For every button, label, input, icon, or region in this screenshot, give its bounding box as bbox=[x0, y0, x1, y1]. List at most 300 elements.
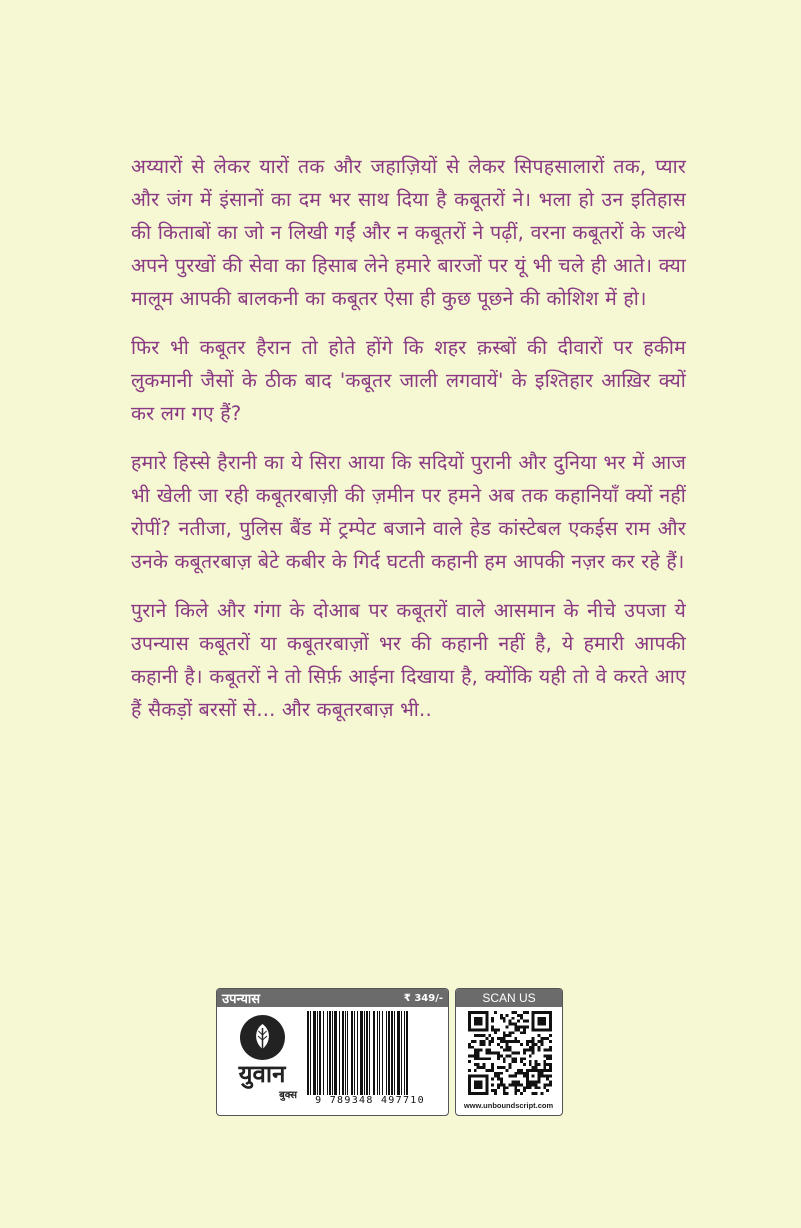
qr-module bbox=[506, 1046, 509, 1049]
qr-module bbox=[511, 1017, 514, 1020]
qr-module bbox=[543, 1069, 546, 1072]
qr-module bbox=[529, 1046, 532, 1049]
qr-module bbox=[497, 1054, 500, 1057]
qr-module bbox=[514, 1075, 517, 1078]
qr-module bbox=[480, 1034, 483, 1037]
blurb-paragraph-2: फिर भी कबूतर हैरान तो होते होंगे कि शहर क़स्बों की दीवारों पर हकीम लुकमानी जैसों के ठीक बाद 'कबूतर जाली लगवायें' के इश्तिहार आख़िर क्यों कर लग गए हैं? bbox=[131, 336, 686, 425]
price-label: ₹ 349/- bbox=[403, 992, 443, 1004]
qr-module bbox=[491, 1040, 494, 1043]
qr-module bbox=[523, 1011, 526, 1014]
qr-module bbox=[474, 1052, 477, 1055]
qr-module bbox=[506, 1049, 509, 1052]
qr-module bbox=[520, 1014, 523, 1017]
qr-module bbox=[526, 1011, 529, 1014]
qr-module bbox=[488, 1034, 491, 1037]
qr-module bbox=[532, 1075, 535, 1078]
qr-module bbox=[543, 1060, 546, 1063]
qr-module bbox=[549, 1081, 552, 1084]
qr-module bbox=[488, 1043, 491, 1046]
qr-module bbox=[535, 1060, 538, 1063]
qr-module bbox=[480, 1040, 483, 1043]
qr-module bbox=[509, 1066, 512, 1069]
qr-module bbox=[500, 1054, 503, 1057]
qr-module bbox=[503, 1031, 506, 1034]
qr-module bbox=[514, 1025, 517, 1028]
qr-module bbox=[482, 1043, 485, 1046]
barcode-bar bbox=[354, 1011, 355, 1095]
qr-module bbox=[511, 1083, 514, 1086]
barcode-bar bbox=[366, 1011, 368, 1095]
genre-label: उपन्यास bbox=[222, 992, 261, 1007]
qr-module bbox=[523, 1086, 526, 1089]
qr-module bbox=[491, 1052, 494, 1055]
qr-module bbox=[494, 1089, 497, 1092]
qr-module bbox=[538, 1086, 541, 1089]
barcode-bar bbox=[401, 1011, 402, 1095]
qr-module bbox=[497, 1083, 500, 1086]
qr-module bbox=[471, 1054, 474, 1057]
qr-module bbox=[514, 1089, 517, 1092]
qr-module bbox=[517, 1028, 520, 1031]
qr-module bbox=[494, 1011, 497, 1014]
qr-module bbox=[506, 1034, 509, 1037]
qr-module bbox=[520, 1017, 523, 1020]
qr-module bbox=[506, 1069, 509, 1072]
qr-module bbox=[474, 1069, 477, 1072]
qr-module bbox=[526, 1025, 529, 1028]
qr-module bbox=[532, 1040, 535, 1043]
barcode-bar bbox=[369, 1011, 370, 1095]
barcode-bar bbox=[313, 1011, 316, 1095]
qr-module bbox=[474, 1063, 477, 1066]
qr-module bbox=[503, 1034, 506, 1037]
barcode-bar bbox=[319, 1011, 321, 1095]
qr-module bbox=[477, 1052, 480, 1055]
qr-module bbox=[511, 1040, 514, 1043]
qr-module bbox=[474, 1049, 477, 1052]
barcode-bar bbox=[364, 1011, 365, 1095]
qr-module bbox=[497, 1052, 500, 1055]
qr-module bbox=[517, 1040, 520, 1043]
qr-module bbox=[471, 1040, 474, 1043]
barcode-bar bbox=[339, 1011, 340, 1095]
barcode-bar bbox=[397, 1011, 400, 1095]
qr-module bbox=[480, 1066, 483, 1069]
qr-module bbox=[503, 1057, 506, 1060]
qr-module bbox=[549, 1034, 552, 1037]
qr-module bbox=[526, 1020, 529, 1023]
qr-module bbox=[491, 1025, 494, 1028]
qr-module bbox=[500, 1078, 503, 1081]
qr-module bbox=[468, 1046, 471, 1049]
qr-module bbox=[517, 1081, 520, 1084]
qr-module bbox=[503, 1037, 506, 1040]
qr-module bbox=[511, 1060, 514, 1063]
qr-module bbox=[503, 1040, 506, 1043]
qr-module bbox=[491, 1078, 494, 1081]
qr-module bbox=[546, 1063, 549, 1066]
qr-module bbox=[538, 1040, 541, 1043]
qr-module bbox=[509, 1034, 512, 1037]
qr-module bbox=[517, 1089, 520, 1092]
qr-module bbox=[494, 1092, 497, 1095]
qr-module bbox=[523, 1031, 526, 1034]
qr-module bbox=[477, 1049, 480, 1052]
qr-module bbox=[549, 1083, 552, 1086]
qr-module bbox=[526, 1049, 529, 1052]
qr-module bbox=[474, 1057, 477, 1060]
blurb-paragraph-4: पुराने किले और गंगा के दोआब पर कबूतरों वाले आसमान के नीचे उपजा ये उपन्यास कबूतरों या कबूतरबाज़ों भर की कहानी नहीं है, ये हमारी आपकी कहानी है। कबूतरों ने तो सिर्फ़ आईना दिखाया है, क्योंकि यही तो वे करते आए हैं सैकड़ों बरसों से... और कबूतरबाज़ भी.. bbox=[131, 599, 686, 721]
qr-module bbox=[540, 1069, 543, 1072]
qr-module bbox=[488, 1057, 491, 1060]
qr-module bbox=[520, 1069, 523, 1072]
qr-module bbox=[514, 1086, 517, 1089]
qr-module bbox=[491, 1028, 494, 1031]
barcode-bar bbox=[347, 1011, 348, 1095]
qr-module bbox=[482, 1057, 485, 1060]
qr-module bbox=[526, 1040, 529, 1043]
qr-module bbox=[529, 1054, 532, 1057]
qr-module bbox=[482, 1063, 485, 1066]
qr-module bbox=[532, 1092, 535, 1095]
publisher-barcode-panel bbox=[216, 988, 449, 1116]
qr-module bbox=[503, 1060, 506, 1063]
qr-module bbox=[494, 1028, 497, 1031]
barcode-bar bbox=[360, 1011, 363, 1095]
qr-module bbox=[485, 1069, 488, 1072]
qr-module bbox=[494, 1075, 497, 1078]
qr-module bbox=[511, 1057, 514, 1060]
qr-module bbox=[480, 1043, 483, 1046]
qr-module bbox=[535, 1043, 538, 1046]
qr-module bbox=[471, 1046, 474, 1049]
qr-module bbox=[485, 1037, 488, 1040]
genre-price-bar bbox=[217, 989, 448, 1007]
qr-module bbox=[509, 1023, 512, 1026]
publisher-logo bbox=[225, 1015, 295, 1109]
barcode-bar bbox=[307, 1011, 309, 1095]
qr-module bbox=[532, 1083, 535, 1086]
qr-module bbox=[532, 1046, 535, 1049]
qr-module bbox=[480, 1049, 483, 1052]
isbn-number: 9 789348 497710 bbox=[315, 1095, 425, 1106]
qr-module bbox=[532, 1043, 535, 1046]
qr-module bbox=[497, 1086, 500, 1089]
qr-module bbox=[526, 1086, 529, 1089]
qr-module bbox=[488, 1052, 491, 1055]
qr-module bbox=[540, 1043, 543, 1046]
qr-module bbox=[546, 1083, 549, 1086]
publisher-sub: बुक्स bbox=[279, 1090, 297, 1101]
qr-module bbox=[514, 1060, 517, 1063]
qr-module bbox=[514, 1057, 517, 1060]
qr-module bbox=[497, 1066, 500, 1069]
qr-module bbox=[511, 1081, 514, 1084]
qr-module bbox=[523, 1028, 526, 1031]
qr-module bbox=[543, 1063, 546, 1066]
qr-module bbox=[546, 1089, 549, 1092]
qr-module bbox=[497, 1072, 500, 1075]
qr-module bbox=[500, 1072, 503, 1075]
qr-module bbox=[500, 1037, 503, 1040]
qr-module bbox=[523, 1075, 526, 1078]
qr-module bbox=[529, 1086, 532, 1089]
qr-module bbox=[506, 1054, 509, 1057]
qr-module bbox=[538, 1034, 541, 1037]
barcode-bar bbox=[317, 1011, 318, 1095]
qr-module bbox=[477, 1063, 480, 1066]
qr-module bbox=[503, 1089, 506, 1092]
qr-module bbox=[468, 1060, 471, 1063]
qr-module bbox=[520, 1092, 523, 1095]
qr-module bbox=[491, 1020, 494, 1023]
barcode-bar bbox=[351, 1011, 353, 1095]
qr-module bbox=[500, 1040, 503, 1043]
leaf-icon bbox=[240, 1015, 285, 1060]
qr-module bbox=[497, 1037, 500, 1040]
qr-module bbox=[517, 1083, 520, 1086]
qr-module bbox=[500, 1066, 503, 1069]
qr-module bbox=[549, 1066, 552, 1069]
qr-module bbox=[546, 1057, 549, 1060]
qr-module bbox=[480, 1057, 483, 1060]
qr-module bbox=[526, 1083, 529, 1086]
qr-module bbox=[514, 1072, 517, 1075]
qr-module bbox=[523, 1020, 526, 1023]
qr-module bbox=[506, 1086, 509, 1089]
qr-module bbox=[546, 1075, 549, 1078]
barcode-bar bbox=[323, 1011, 324, 1095]
website-url[interactable]: www.unboundscript.com bbox=[463, 1101, 554, 1110]
qr-module bbox=[494, 1031, 497, 1034]
qr-module bbox=[474, 1017, 483, 1026]
qr-module bbox=[514, 1052, 517, 1055]
qr-module bbox=[474, 1040, 477, 1043]
qr-module bbox=[514, 1011, 517, 1014]
qr-module bbox=[543, 1075, 546, 1078]
qr-module bbox=[540, 1040, 543, 1043]
qr-module bbox=[546, 1069, 549, 1072]
qr-module bbox=[523, 1049, 526, 1052]
barcode-bar bbox=[386, 1011, 387, 1095]
qr-module bbox=[532, 1037, 535, 1040]
qr-module bbox=[538, 1046, 541, 1049]
qr-module bbox=[468, 1054, 471, 1057]
qr-module bbox=[535, 1092, 538, 1095]
qr-module bbox=[474, 1054, 477, 1057]
barcode-bar bbox=[334, 1011, 337, 1095]
qr-module bbox=[491, 1069, 494, 1072]
qr-module bbox=[485, 1052, 488, 1055]
qr-module bbox=[488, 1049, 491, 1052]
qr-module bbox=[509, 1049, 512, 1052]
qr-module bbox=[523, 1025, 526, 1028]
qr-module bbox=[514, 1092, 517, 1095]
qr-module bbox=[509, 1083, 512, 1086]
qr-module bbox=[535, 1086, 538, 1089]
qr-module bbox=[474, 1034, 477, 1037]
qr-module bbox=[497, 1075, 500, 1078]
qr-module bbox=[535, 1063, 538, 1066]
qr-module bbox=[520, 1060, 523, 1063]
qr-module bbox=[477, 1057, 480, 1060]
qr-module bbox=[517, 1020, 520, 1023]
qr-module bbox=[509, 1031, 512, 1034]
qr-module bbox=[511, 1023, 514, 1026]
qr-module bbox=[511, 1052, 514, 1055]
blurb-paragraph-3: हमारे हिस्से हैरानी का ये सिरा आया कि सदियों पुरानी और दुनिया भर में आज भी खेली जा रही कबूतरबाज़ी की ज़मीन पर हमने अब तक कहानियाँ क्यों नहीं रोपीं? नतीजा, पुलिस बैंड में ट्रम्पेट बजाने वाले हेड कांस्टेबल एकईस राम और उनके कबूतरबाज़ बेटे कबीर के गिर्द घटती कहानी हम आपकी नज़र कर रहे हैं। bbox=[131, 451, 686, 573]
qr-module bbox=[491, 1066, 494, 1069]
qr-module bbox=[500, 1017, 503, 1020]
qr-module bbox=[506, 1092, 509, 1095]
qr-module bbox=[549, 1075, 552, 1078]
qr-module bbox=[529, 1040, 532, 1043]
qr-module bbox=[538, 1063, 541, 1066]
qr-module bbox=[520, 1031, 523, 1034]
qr-module bbox=[491, 1037, 494, 1040]
qr-module bbox=[506, 1014, 509, 1017]
qr-module bbox=[517, 1025, 520, 1028]
qr-module bbox=[511, 1011, 514, 1014]
qr-module bbox=[538, 1017, 547, 1026]
qr-module bbox=[509, 1075, 512, 1078]
qr-module bbox=[543, 1083, 546, 1086]
qr-module bbox=[477, 1066, 480, 1069]
qr-module bbox=[509, 1063, 512, 1066]
qr-module bbox=[529, 1060, 532, 1063]
qr-module bbox=[517, 1014, 520, 1017]
qr-module bbox=[497, 1057, 500, 1060]
barcode-bar bbox=[391, 1011, 393, 1095]
scan-us-label: SCAN US bbox=[456, 989, 562, 1007]
barcode-bar bbox=[327, 1011, 328, 1095]
qr-module bbox=[549, 1040, 552, 1043]
qr-module bbox=[497, 1028, 500, 1031]
qr-module bbox=[549, 1063, 552, 1066]
qr-module bbox=[517, 1072, 520, 1075]
qr-module bbox=[514, 1040, 517, 1043]
qr-module bbox=[523, 1089, 526, 1092]
qr-panel bbox=[455, 988, 563, 1116]
barcode-bar bbox=[388, 1011, 390, 1095]
qr-module bbox=[549, 1049, 552, 1052]
qr-module bbox=[546, 1037, 549, 1040]
qr-module bbox=[549, 1057, 552, 1060]
qr-module bbox=[532, 1049, 535, 1052]
qr-module bbox=[494, 1052, 497, 1055]
qr-module bbox=[482, 1066, 485, 1069]
qr-module bbox=[497, 1078, 500, 1081]
barcode-bar bbox=[342, 1011, 344, 1095]
qr-module bbox=[491, 1089, 494, 1092]
qr-module bbox=[546, 1049, 549, 1052]
qr-module bbox=[485, 1049, 488, 1052]
qr-module bbox=[506, 1040, 509, 1043]
qr-module bbox=[509, 1040, 512, 1043]
qr-module bbox=[506, 1025, 509, 1028]
barcode-bar bbox=[373, 1011, 375, 1095]
qr-module bbox=[529, 1063, 532, 1066]
publisher-name: युवान bbox=[238, 1060, 286, 1088]
qr-module bbox=[514, 1037, 517, 1040]
qr-module bbox=[485, 1057, 488, 1060]
qr-module bbox=[529, 1083, 532, 1086]
qr-module bbox=[532, 1052, 535, 1055]
qr-module bbox=[494, 1072, 497, 1075]
qr-module bbox=[509, 1054, 512, 1057]
barcode-bar bbox=[345, 1011, 346, 1095]
qr-module bbox=[491, 1063, 494, 1066]
qr-module bbox=[523, 1057, 526, 1060]
qr-module bbox=[526, 1043, 529, 1046]
qr-module bbox=[520, 1072, 523, 1075]
qr-module bbox=[546, 1054, 549, 1057]
qr-module bbox=[517, 1052, 520, 1055]
qr-module bbox=[509, 1046, 512, 1049]
barcode-bar bbox=[382, 1011, 383, 1095]
qr-module bbox=[503, 1020, 506, 1023]
qr-module bbox=[514, 1083, 517, 1086]
qr-module bbox=[477, 1034, 480, 1037]
isbn-barcode bbox=[307, 1011, 439, 1095]
qr-module bbox=[543, 1066, 546, 1069]
qr-module bbox=[514, 1023, 517, 1026]
qr-module bbox=[503, 1017, 506, 1020]
qr-module bbox=[520, 1057, 523, 1060]
qr-module bbox=[482, 1040, 485, 1043]
qr-module bbox=[488, 1040, 491, 1043]
qr-module bbox=[514, 1028, 517, 1031]
qr-module bbox=[506, 1043, 509, 1046]
qr-module bbox=[509, 1020, 512, 1023]
qr-module bbox=[543, 1086, 546, 1089]
qr-module bbox=[540, 1075, 543, 1078]
qr-module bbox=[503, 1086, 506, 1089]
qr-module bbox=[535, 1066, 538, 1069]
qr-module bbox=[503, 1049, 506, 1052]
blurb-paragraph-1: अय्यारों से लेकर यारों तक और जहाज़ियों से लेकर सिपहसालारों तक, प्यार और जंग में इंसानों का दम भर साथ दिया है कबूतरों ने। भला हो उन इतिहास की किताबों का जो न लिखी गईं और न कबूतरों ने पढ़ीं, वरना कबूतरों के जत्थे अपने पुरखों की सेवा का हिसाब लेने हमारे बारजों पर यूं भी चले ही आते। क्या मालूम आपकी बालकनी का कबूतर ऐसा ही कुछ पूछने की कोशिश में हो। bbox=[131, 155, 686, 310]
qr-module bbox=[540, 1092, 543, 1095]
qr-module bbox=[474, 1081, 483, 1090]
barcode-bar bbox=[329, 1011, 331, 1095]
qr-code[interactable] bbox=[468, 1011, 552, 1095]
qr-module bbox=[520, 1025, 523, 1028]
barcode-bar bbox=[357, 1011, 358, 1095]
barcode-bar bbox=[377, 1011, 378, 1095]
qr-module bbox=[523, 1072, 526, 1075]
qr-module bbox=[523, 1063, 526, 1066]
qr-module bbox=[477, 1054, 480, 1057]
barcode-bar bbox=[406, 1011, 408, 1095]
qr-module bbox=[546, 1078, 549, 1081]
qr-module bbox=[549, 1069, 552, 1072]
qr-module bbox=[500, 1014, 503, 1017]
qr-module bbox=[549, 1054, 552, 1057]
qr-module bbox=[503, 1092, 506, 1095]
qr-module bbox=[500, 1046, 503, 1049]
qr-module bbox=[468, 1069, 471, 1072]
qr-module bbox=[517, 1069, 520, 1072]
qr-module bbox=[488, 1069, 491, 1072]
back-cover-blurb bbox=[131, 150, 686, 742]
qr-module bbox=[540, 1072, 543, 1075]
qr-module bbox=[491, 1017, 494, 1020]
qr-module bbox=[500, 1083, 503, 1086]
qr-module bbox=[468, 1043, 471, 1046]
qr-module bbox=[503, 1066, 506, 1069]
qr-module bbox=[543, 1037, 546, 1040]
qr-module bbox=[503, 1083, 506, 1086]
